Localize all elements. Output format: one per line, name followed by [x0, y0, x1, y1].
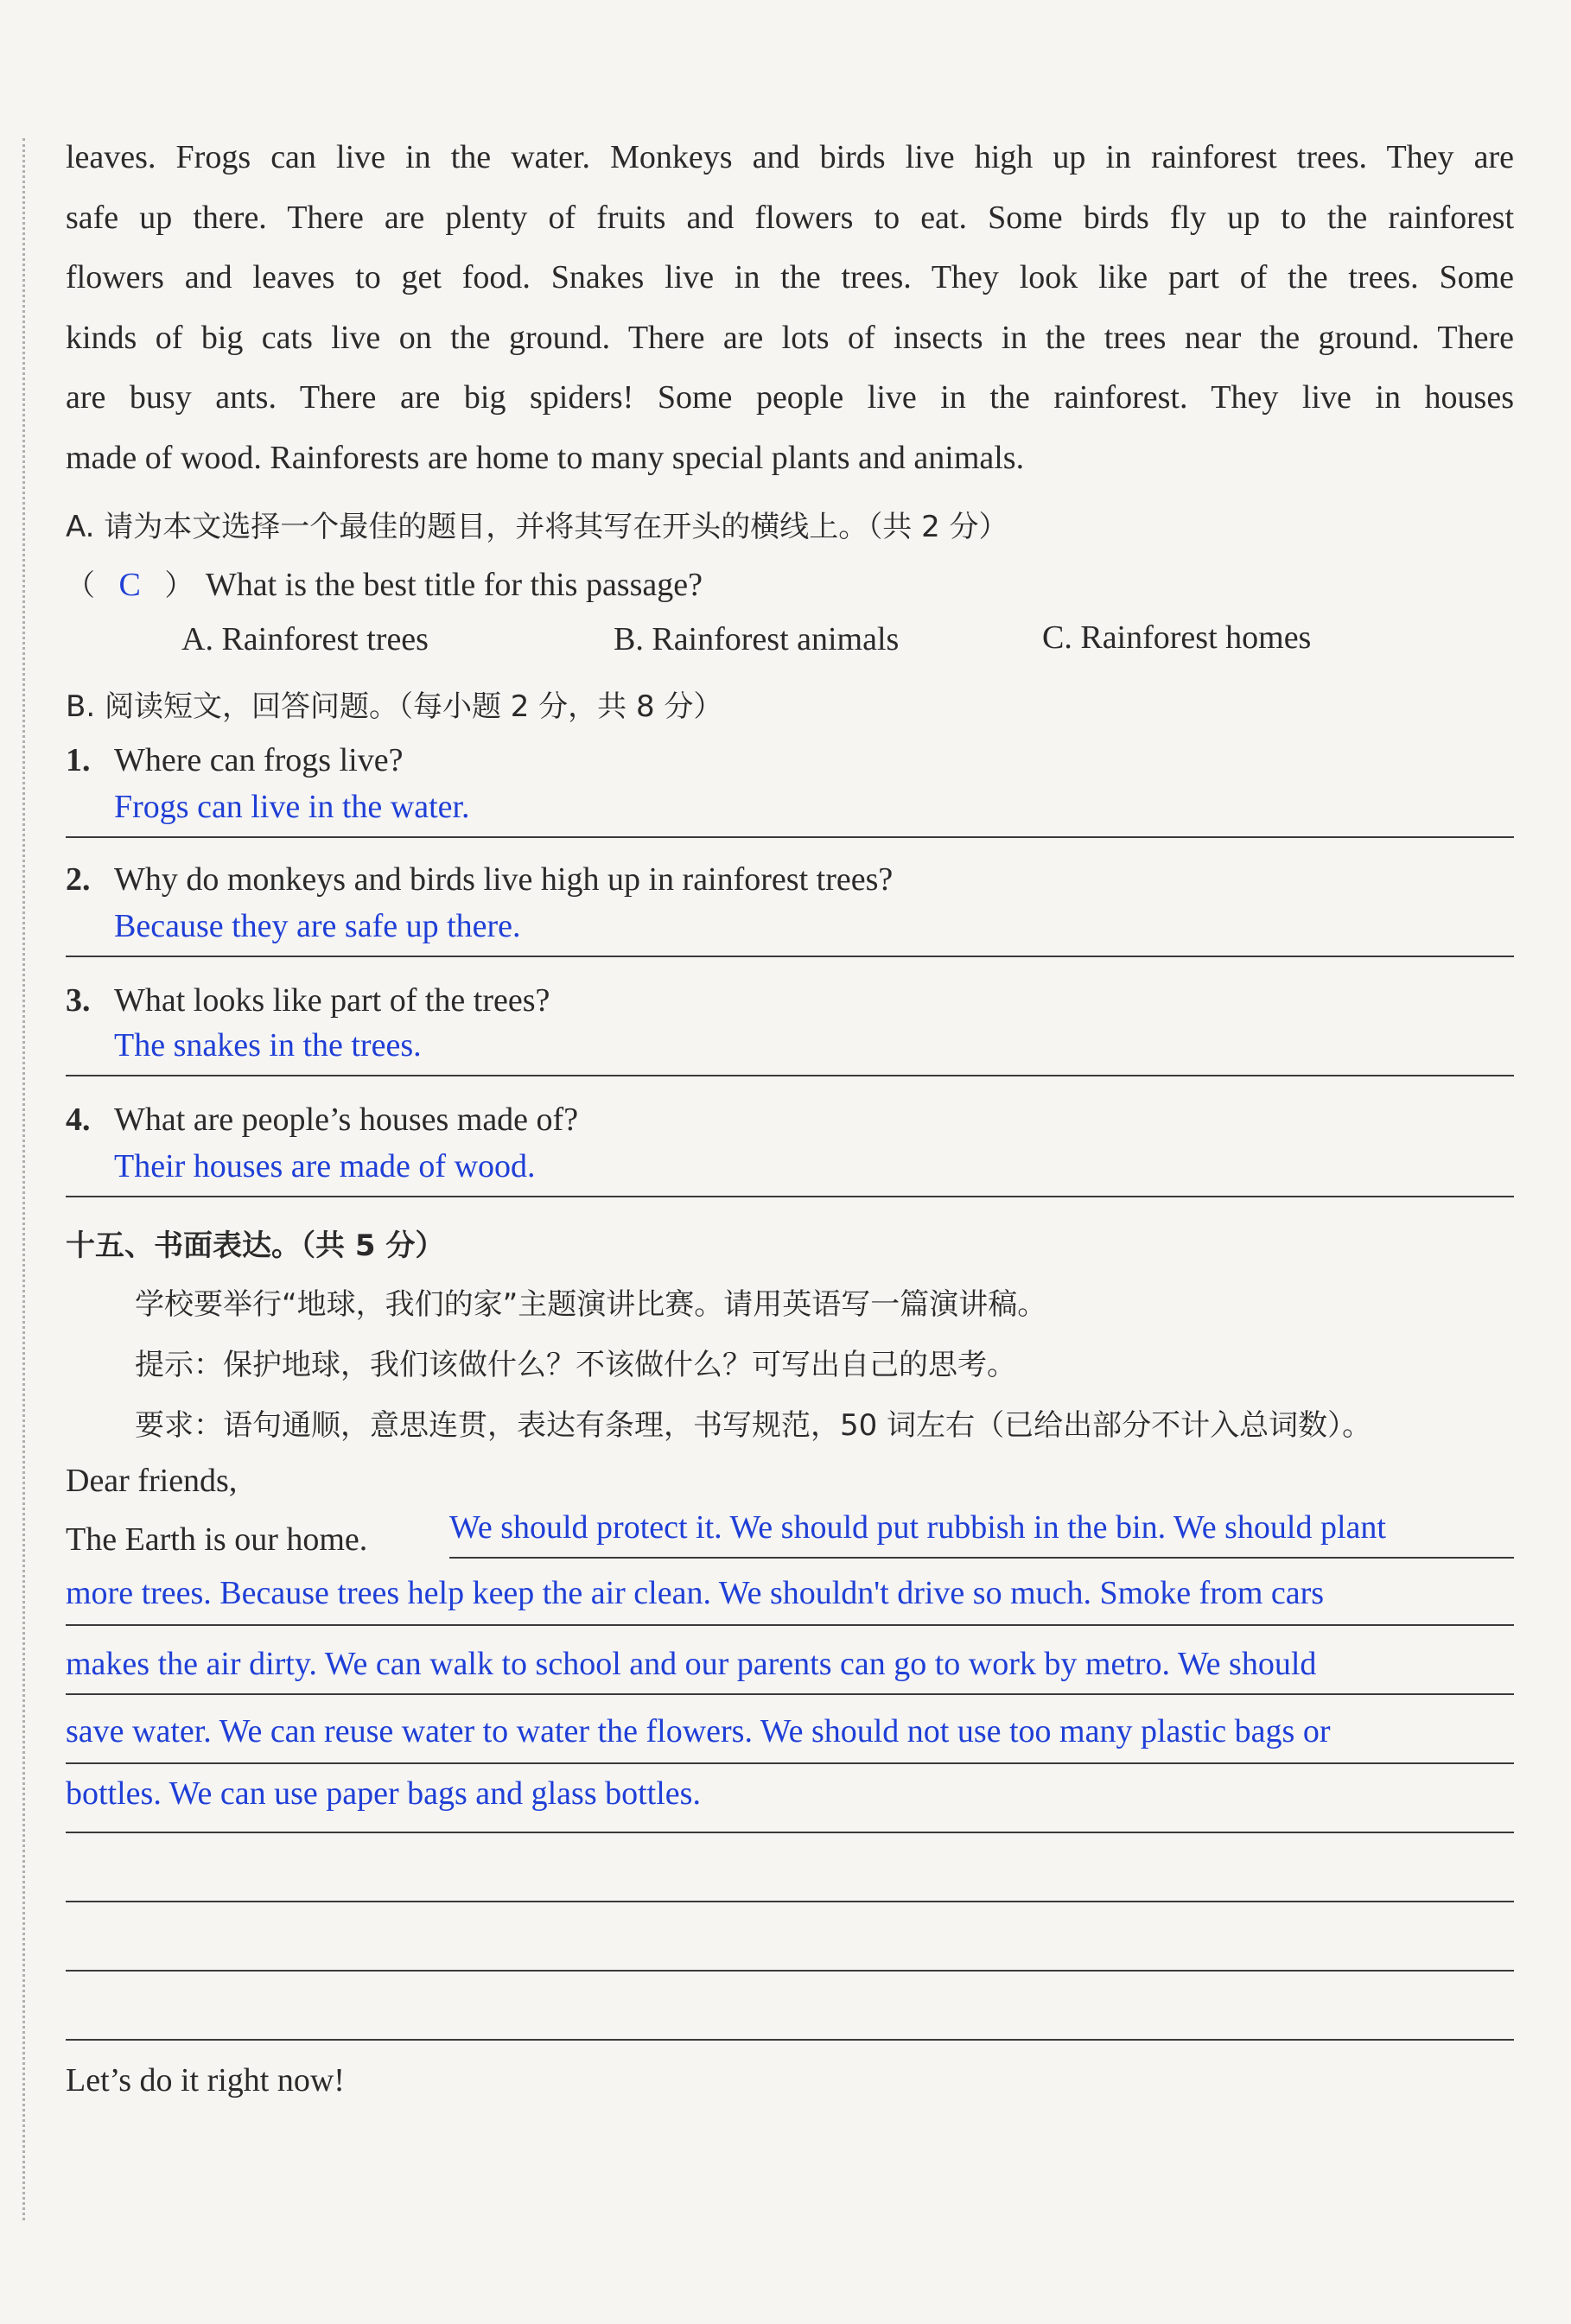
passage-line: safe up there. There are plenty of fruits and flowers to eat. Some birds fly up to the rainforest [66, 199, 1514, 236]
essay-greeting: Dear friends, [66, 1463, 238, 1499]
answer-4[interactable]: Their houses are made of wood. [114, 1148, 536, 1184]
essay-opening: The Earth is our home. [66, 1521, 368, 1558]
passage-line: are busy ants. There are big spiders! Some people live in the rainforest. They live in houses [66, 379, 1514, 416]
section-a-answer[interactable]: C [118, 567, 141, 603]
passage-line: leaves. Frogs can live in the water. Monkeys and birds live high up in rainforest trees. They are [66, 139, 1514, 175]
option-b: B. Rainforest animals [614, 621, 900, 657]
question-3 [66, 981, 550, 1019]
section-a-question: What is the best title for this passage? [205, 567, 703, 603]
answer-rule [66, 836, 1514, 838]
question-text: What looks like part of the trees? [114, 982, 550, 1019]
essay-closing: Let’s do it right now! [66, 2062, 345, 2099]
question-2 [66, 860, 893, 898]
answer-1[interactable]: Frogs can live in the water. [114, 789, 470, 825]
question-number: 4. [66, 1102, 91, 1138]
section-b-instruction: B. 阅读短文，回答问题。（每小题 2 分，共 8 分） [66, 689, 723, 724]
writing-heading: 十五、书面表达。（共 5 分） [66, 1229, 445, 1263]
passage-line: kinds of big cats live on the ground. There are lots of insects in the trees near the ground. There [66, 319, 1514, 356]
essay-line[interactable]: We should protect it. We should put rubbish in the bin. We should plant [449, 1509, 1386, 1546]
answer-rule [66, 1075, 1514, 1076]
question-text: What are people’s houses made of? [114, 1102, 579, 1138]
writing-rule [66, 2039, 1514, 2041]
option-c: C. Rainforest homes [1042, 619, 1312, 656]
binding-margin-line [22, 138, 25, 2220]
answer-3[interactable]: The snakes in the trees. [114, 1027, 422, 1064]
passage-line: flowers and leaves to get food. Snakes live in the trees. They look like part of the trees. Some [66, 259, 1514, 295]
reading-passage [66, 128, 1514, 488]
writing-prompt-2: 提示：保护地球，我们该做什么？不该做什么？可写出自己的思考。 [135, 1348, 1016, 1382]
question-number: 3. [66, 982, 91, 1019]
answer-rule [66, 956, 1514, 957]
passage-line: made of wood. Rainforests are home to many special plants and animals. [66, 439, 1025, 476]
writing-rule [66, 1832, 1514, 1833]
essay-line[interactable]: more trees. Because trees help keep the air clean. We shouldn't drive so much. Smoke from cars [66, 1575, 1325, 1611]
question-number: 2. [66, 861, 91, 898]
writing-rule [66, 1901, 1514, 1902]
essay-line[interactable]: makes the air dirty. We can walk to school and our parents can go to work by metro. We should [66, 1646, 1317, 1682]
writing-rule [66, 1693, 1514, 1695]
writing-prompt-1: 学校要举行“地球，我们的家”主题演讲比赛。请用英语写一篇演讲稿。 [135, 1287, 1047, 1322]
option-a: A. Rainforest trees [181, 621, 429, 657]
question-number: 1. [66, 742, 91, 778]
essay-line[interactable]: bottles. We can use paper bags and glass bottles. [66, 1775, 701, 1812]
writing-rule [66, 1624, 1514, 1626]
answer-2[interactable]: Because they are safe up there. [114, 908, 521, 944]
writing-rule [66, 1762, 1514, 1764]
writing-rule [449, 1557, 1514, 1559]
writing-rule [66, 1970, 1514, 1972]
essay-line[interactable]: save water. We can reuse water to water the flowers. We should not use too many plastic bags or [66, 1713, 1331, 1749]
section-a-instruction: A. 请为本文选择一个最佳的题目，并将其写在开头的横线上。（共 2 分） [66, 510, 1008, 544]
question-text: Why do monkeys and birds live high up in rainforest trees? [114, 861, 894, 898]
question-1 [66, 741, 403, 779]
writing-prompt-3: 要求：语句通顺，意思连贯，表达有条理，书写规范，50 词左右（已给出部分不计入总词数）。 [135, 1408, 1372, 1443]
section-a-question-row [66, 562, 703, 604]
paren-open: （ [66, 568, 95, 603]
paren-close: ） [164, 568, 194, 603]
question-text: Where can frogs live? [114, 742, 404, 778]
question-4 [66, 1101, 578, 1139]
answer-rule [66, 1196, 1514, 1197]
